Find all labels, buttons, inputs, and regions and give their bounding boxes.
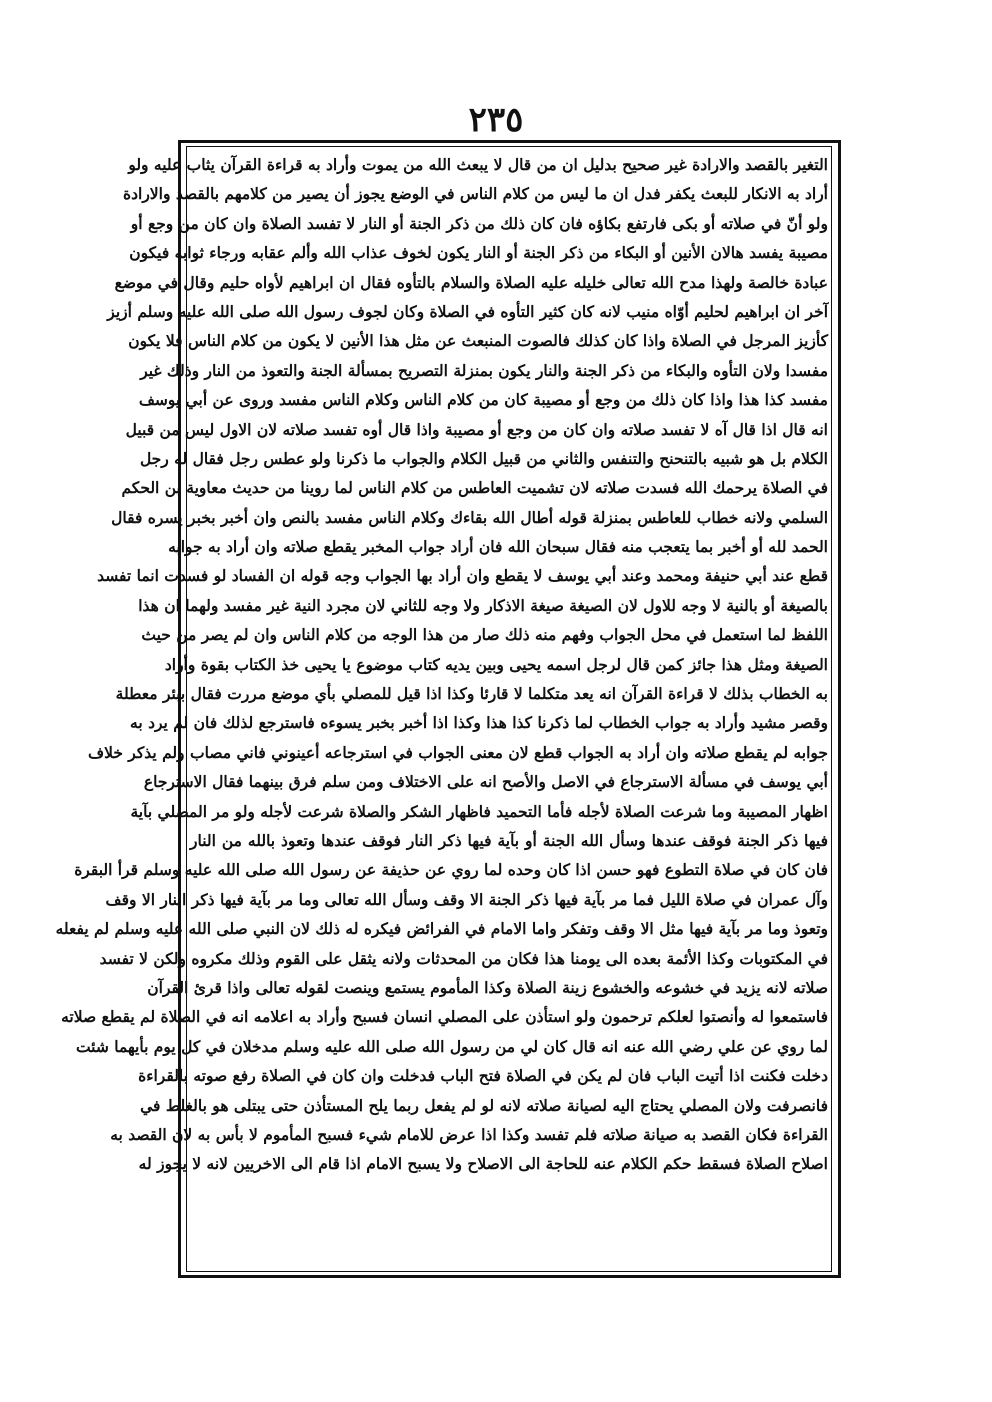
text-line: فان كان في صلاة التطوع فهو حسن اذا كان وحده لما روي عن حذيفة عن رسول الله صلى الله عليه وسلم قرأ البقرة (74, 860, 828, 880)
text-line: الصيغة ومثل هذا جائز كمن قال لرجل اسمه يحيى وبين يديه كتاب موضوع يا يحيى خذ الكتاب بقوة وأراد (164, 654, 828, 674)
text-line: أراد به الانكار للبعث يكفر فدل ان ما ليس من كلام الناس في الوضع يجوز أن يصير من كلامهم بالقصد والارادة (122, 184, 828, 204)
text-line: جوابه لم يقطع صلاته وان أراد به الجواب قطع لان معنى الجواب في استرجاعه أعينوني فاني مصاب ولم يذكر خلاف (88, 742, 828, 762)
text-line: دخلت فكنت اذا أتيت الباب فان لم يكن في الصلاة فتح الباب فدخلت وان كان في الصلاة رفع صوته بالقراءة (138, 1066, 828, 1086)
text-line: عبادة خالصة ولهذا مدح الله تعالى خليله عليه الصلاة والسلام بالتأوه فقال ان ابراهيم لأواه حليم وقال في موضع (114, 272, 828, 292)
text-line: آخر ان ابراهيم لحليم أوّاه منيب لانه كان كثير التأوه في الصلاة وكان لجوف رسول الله صلى الله عليه وسلم أزيز (107, 301, 828, 321)
text-line: فاستمعوا له وأنصتوا لعلكم ترحمون ولو استأذن على المصلي انسان فسبح وأراد به اعلامه انه في الصلاة لم يقطع صلاته (61, 1007, 828, 1027)
text-line: فيها ذكر الجنة فوقف عندها وسأل الله الجنة أو بآية فيها ذكر النار فوقف عندها وتعوذ بالله من النار (190, 830, 828, 850)
text-line: في المكتوبات وكذا الأئمة بعده الى يومنا هذا فكان من المحدثات ولانه يثقل على القوم وذلك مكروه ولكن لا تفسد (99, 948, 828, 968)
text-line: وقصر مشيد وأراد به جواب الخطاب لما ذكرنا كذا هذا وكذا اذا أخبر بخبر يسوءه فاسترجع لذلك فان لم يرد به (130, 713, 828, 733)
text-line: به الخطاب بذلك لا قراءة القرآن انه يعد متكلما لا قارئا وكذا اذا قيل للمصلي بأي موضع مررت فقال ببئر معطلة (115, 684, 828, 704)
text-line: مصيبة يفسد هالان الأنين أو البكاء من ذكر الجنة أو النار يكون لخوف عذاب الله وألم عقابه ورجاء ثوابه فيكون (129, 243, 828, 263)
text-block (55, 150, 828, 1179)
text-line: صلاته لانه يزيد في خشوعه والخشوع زينة الصلاة وكذا المأموم يستمع وينصت لقوله تعالى واذا قرئ القرآن (147, 977, 828, 997)
text-line: فانصرفت ولان المصلي يحتاج اليه لصيانة صلاته لانه لو لم يفعل ربما يلح المستأذن حتى يبتلى هو بالغلط في (140, 1095, 828, 1115)
text-line: أبي يوسف في مسألة الاسترجاع في الاصل والأصح انه على الاختلاف ومن سلم فرق بينهما فقال الاسترجاع (143, 772, 828, 792)
text-line: وتعوذ وما مر بآية فيها مثل الا وقف وتفكر واما الامام في الفرائض فيكره له ذلك لان النبي صلى الله عليه وسلم لم يفعله (55, 919, 828, 939)
text-line: في الصلاة يرحمك الله فسدت صلاته لان تشميت العاطس من كلام الناس لما روينا من حديث معاوية بن الحكم (121, 478, 828, 498)
text-line: الكلام بل هو شبيه بالتنحنح والتنفس والثاني من قبيل الكلام والجواب ما ذكرنا ولو عطس رجل فقال له رجل (139, 448, 828, 468)
text-line: ولو أنّ في صلاته أو بكى فارتفع بكاؤه فان كان ذلك من ذكر الجنة أو النار لا تفسد الصلاة وان كان من وجع أو (130, 213, 828, 233)
text-line: وآل عمران في صلاة الليل فما مر بآية فيها ذكر الجنة الا وقف وسأل الله تعالى وما مر بآية فيها ذكر النار الا وقف (105, 889, 828, 909)
text-line: التغير بالقصد والارادة غير صحيح بدليل ان من قال لا يبعث الله من يموت وأراد به قراءة القرآن يثاب عليه ولو (128, 155, 828, 174)
text-line: بالصيغة أو بالنية لا وجه للاول لان الصيغة صيغة الاذكار ولا وجه للثاني لان مجرد النية غير مفسد ولهما ان هذا (138, 595, 828, 615)
text-line: مفسد كذا هذا واذا كان ذلك من وجع أو مصيبة كان من كلام الناس وكلام الناس مفسد وروى عن أبي يوسف (138, 390, 828, 410)
text-line: انه قال اذا قال آه لا تفسد صلاته وان كان من وجع أو مصيبة واذا قال أوه تفسد صلاته لان الاول ليس من قبيل (125, 419, 828, 439)
text-line: اصلاح الصلاة فسقط حكم الكلام عنه للحاجة الى الاصلاح ولا يسبح الامام اذا قام الى الاخريين لانه لا يجوز له (138, 1154, 828, 1174)
text-line: مفسدا ولان التأوه والبكاء من ذكر الجنة والنار يكون بمنزلة التصريح بمسألة الجنة والتعوذ من النار وذلك غير (140, 360, 828, 380)
text-line: اللفظ لما استعمل في محل الجواب وفهم منه ذلك صار من هذا الوجه من كلام الناس وان لم يصر من حيث (141, 625, 828, 645)
page-number: ٢٣٥ (468, 100, 524, 140)
text-line: قطع عند أبي حنيفة ومحمد وعند أبي يوسف لا يقطع وان أراد بها الجواب وجه قوله ان الفساد لو فسدت انما تفسد (97, 566, 828, 586)
text-line: اظهار المصيبة وما شرعت الصلاة لأجله فأما التحميد فاظهار الشكر والصلاة شرعت لأجله ولو مر المصلي بآية (130, 801, 828, 821)
text-line: القراءة فكان القصد به صيانة صلاته فلم تفسد وكذا اذا عرض للامام شيء فسبح المأموم لا بأس به لان القصد به (110, 1124, 828, 1144)
text-line: الحمد لله أو أخبر بما يتعجب منه فقال سبحان الله فان أراد جواب المخبر يقطع صلاته وان أراد به جوابه (168, 537, 828, 557)
text-line: لما روي عن علي رضي الله عنه انه قال كان لي من رسول الله صلى الله عليه وسلم مدخلان في كل يوم بأيهما شئت (75, 1036, 828, 1056)
text-line: كأزيز المرجل في الصلاة واذا كان كذلك فالصوت المنبعث عن مثل هذا الأنين لا يكون من كلام الناس فلا يكون (128, 331, 828, 351)
text-line: السلمي ولانه خطاب للعاطس بمنزلة قوله أطال الله بقاءك وكلام الناس مفسد بالنص وان أخبر بخبر يسره فقال (111, 507, 828, 527)
